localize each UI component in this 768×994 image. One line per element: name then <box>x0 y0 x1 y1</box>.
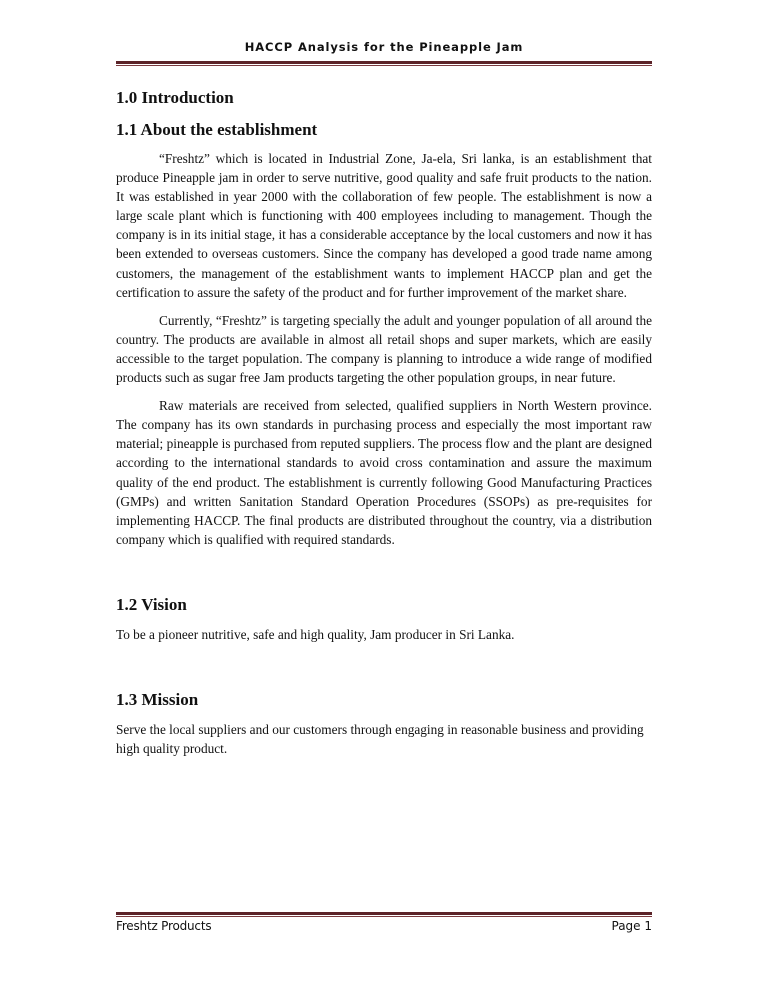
footer-company-name: Freshtz Products <box>116 919 212 933</box>
footer-page-number: Page 1 <box>611 919 652 933</box>
mission-text: Serve the local suppliers and our customers through engaging in reasonable business and providing high quality product. <box>116 721 644 757</box>
footer-rule <box>116 912 652 915</box>
heading-vision: 1.2 Vision <box>116 594 187 614</box>
paragraph-about-3: Raw materials are received from selected, qualified suppliers in North Western province. The company has its own standards in purchasing process and especially the most important raw material; pineapple is purchased from reputed suppliers. The process flow and the plant are designed according to the international standards to avoid cross contamination and assure the maximum quality of the end product. The establishment is currently following Good Manufacturing Practices (GMPs) and written Sanitation Standard Operation Procedures (SSOPs) as pre-requisites for implementing HACCP. The final products are distributed throughout the country, via a distribution company which is qualified with required standards. <box>116 398 652 547</box>
paragraph-about-1: “Freshtz” which is located in Industrial Zone, Ja-ela, Sri lanka, is an establishment that produce Pineapple jam in order to serve nutritive, good quality and safe fruit products to the nation. It was established in year 2000 with the collaboration of few people. The establishment is now a large scale plant which is functioning with 400 employees including to management. Though the company is in its initial stage, it has a considerable acceptance by the local customers and now it has been extended to overseas customers. Since the company has developed a good trade name among customers, the management of the establishment wants to implement HACCP plan and get the certification to assure the safety of the product and for further improvement of the market share. <box>116 151 652 300</box>
page-content <box>116 80 652 758</box>
header-rule <box>116 61 652 64</box>
heading-introduction: 1.0 Introduction <box>116 88 234 107</box>
heading-mission: 1.3 Mission <box>116 689 199 709</box>
running-header-title: HACCP Analysis for the Pineapple Jam <box>244 40 524 54</box>
heading-about-establishment: 1.1 About the establishment <box>116 120 318 139</box>
paragraph-about-2: Currently, “Freshtz” is targeting specially the adult and younger population of all around the country. The products are available in almost all retail shops and super markets, which are easily accessible to the target population. The company is planning to introduce a wide range of modified products such as sugar free Jam products targeting the other population groups, in near future. <box>116 312 652 386</box>
vision-text: To be a pioneer nutritive, safe and high quality, Jam producer in Sri Lanka. <box>116 626 515 642</box>
